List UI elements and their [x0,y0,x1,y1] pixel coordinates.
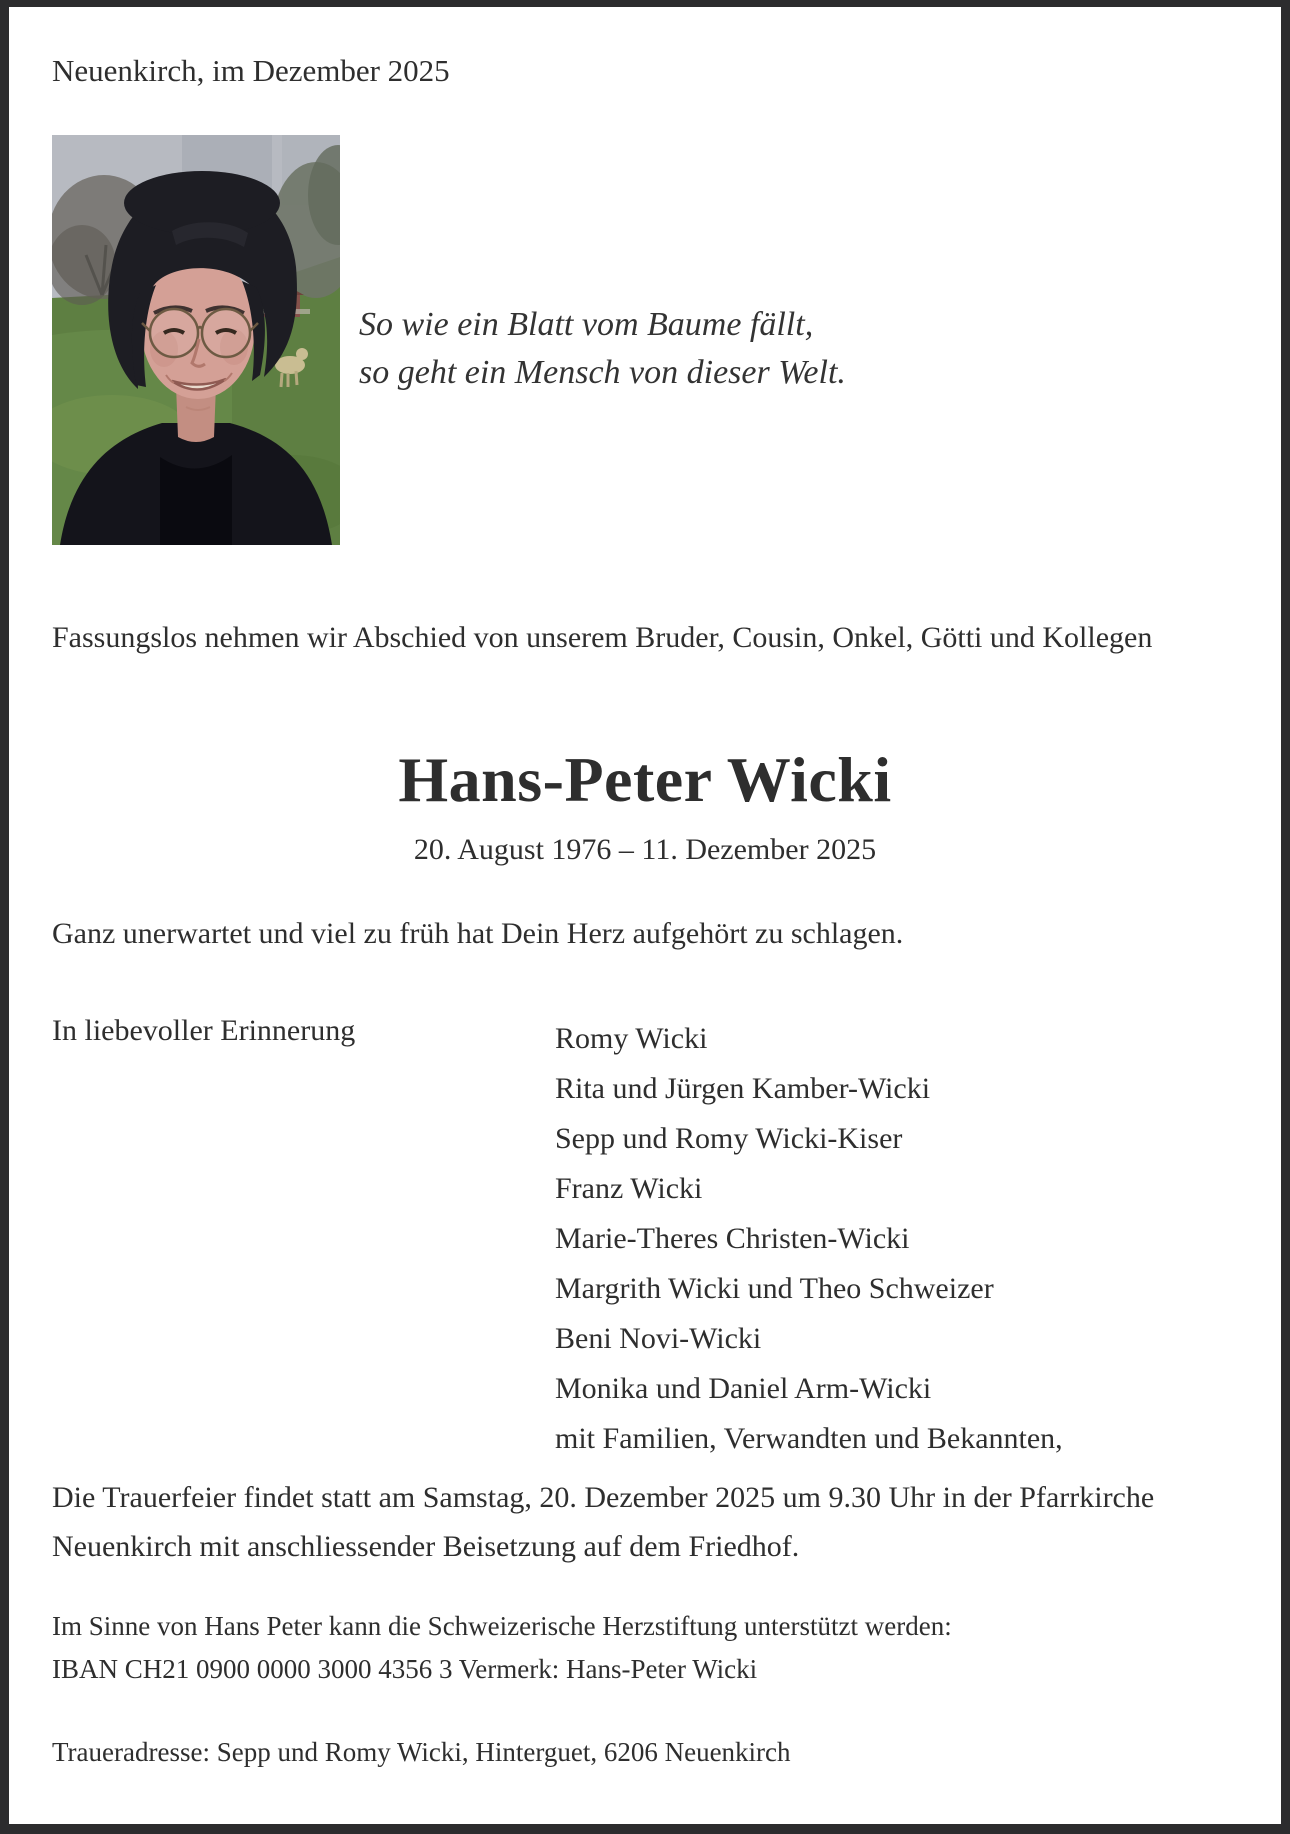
mourner-name: Beni Novi-Wicki [555,1322,762,1355]
mourner-name: mit Familien, Verwandten und Bekannten, [555,1422,1063,1455]
quote-line-1: So wie ein Blatt vom Baume fällt, [359,306,814,343]
mourners-list [555,1014,1063,1464]
donation-iban: IBAN CH21 0900 0000 3000 4356 3 Vermerk: Hans-Peter Wicki [52,1654,758,1684]
mourner-name: Marie-Theres Christen-Wicki [555,1222,910,1255]
farewell-message: Ganz unerwartet und viel zu früh hat Dein Herz aufgehört zu schlagen. [52,917,904,950]
portrait-photo [52,135,340,545]
donation-note [52,1605,952,1691]
dateline: Neuenkirch, im Dezember 2025 [52,53,450,88]
obituary-sheet [9,7,1281,1824]
mourners-label: In liebevoller Erinnerung [52,1014,356,1047]
mourner-name: Monika und Daniel Arm-Wicki [555,1372,932,1405]
life-dates: 20. August 1976 – 11. Dezember 2025 [413,833,877,866]
mourner-name: Romy Wicki [555,1022,708,1055]
mourning-address: Traueradresse: Sepp und Romy Wicki, Hinterguet, 6206 Neuenkirch [52,1737,791,1767]
memorial-quote [359,301,846,397]
funeral-details: Die Trauerfeier findet statt am Samstag, 20. Dezember 2025 um 9.30 Uhr in der Pfarrkirche Neuenkirch mit anschliessender Beisetzung auf dem Friedhof. [52,1481,1155,1563]
mourner-name: Franz Wicki [555,1172,703,1205]
intro-text: Fassungslos nehmen wir Abschied von unserem Bruder, Cousin, Onkel, Götti und Kollegen [52,621,1153,654]
mourner-name: Margrith Wicki und Theo Schweizer [555,1272,994,1305]
donation-text: Im Sinne von Hans Peter kann die Schweizerische Herzstiftung unterstützt werden: [52,1611,952,1641]
mourner-name: Sepp und Romy Wicki-Kiser [555,1122,903,1155]
mourner-name: Rita und Jürgen Kamber-Wicki [555,1072,931,1105]
deceased-name: Hans-Peter Wicki [398,744,892,815]
quote-line-2: so geht ein Mensch von dieser Welt. [359,354,846,391]
